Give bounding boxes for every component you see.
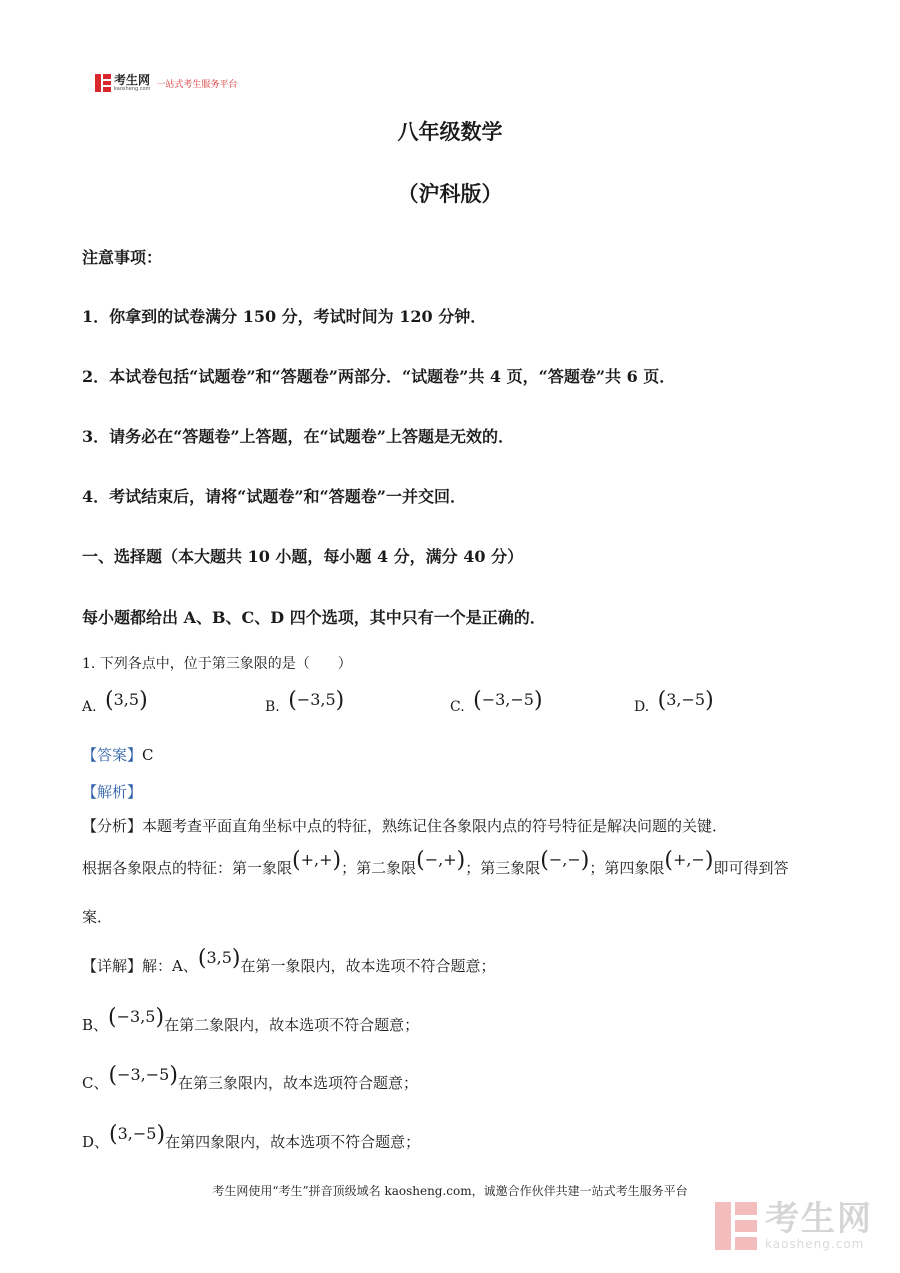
option-label: B. <box>265 699 280 715</box>
analysis-tag: 【解析】 <box>82 783 143 801</box>
option-label: D. <box>634 699 650 715</box>
section-instruction: 每小题都给出 A、B、C、D 四个选项，其中只有一个是正确的． <box>82 608 546 627</box>
option-label: A. <box>82 699 97 715</box>
quadrant-sign: −,+ <box>424 850 457 869</box>
notes-heading: 注意事项： <box>82 248 163 267</box>
logo-slogan: 一站式考生服务平台 <box>156 79 238 90</box>
answer-value: C <box>142 746 154 764</box>
detail-text: 在第四象限内，故本选项不符合题意； <box>165 1133 421 1151</box>
detail-point: 3,5 <box>206 948 232 967</box>
detail-point: −3,−5 <box>117 1065 170 1084</box>
logo-name: 考生网 <box>114 73 151 87</box>
option-value: −3,−5 <box>481 690 534 709</box>
detail-line: C、(−3,−5)在第三象限内，故本选项符合题意； <box>82 1063 418 1092</box>
detail-text: 在第三象限内，故本选项符合题意； <box>177 1074 418 1092</box>
watermark <box>715 1199 873 1251</box>
watermark-name: 考生网 <box>765 1199 873 1239</box>
note-item: 4．考试结束后，请将“试题卷”和“答题卷”一并交回． <box>82 487 466 506</box>
detail-text: 在第一象限内，故本选项不符合题意； <box>240 957 496 975</box>
section-heading: 一、选择题（本大题共 10 小题，每小题 4 分，满分 40 分） <box>82 547 524 566</box>
detail-prefix: D、 <box>82 1133 110 1151</box>
detail-text: 在第二象限内，故本选项不符合题意； <box>164 1016 420 1034</box>
analysis-text: 根据各象限点的特征：第一象限 <box>82 859 293 877</box>
quadrant-sign: −,− <box>548 850 581 869</box>
quadrant-sign: +,− <box>672 850 705 869</box>
page-footer: 考生网使用“考生”拼音顶级域名 kaosheng.com，诚邀合作伙伴共建一站式考生服务平台 <box>212 1184 688 1198</box>
detail-prefix: B、 <box>82 1016 109 1034</box>
analysis-text: ；第四象限 <box>589 859 665 877</box>
note-item: 2．本试卷包括“试题卷”和“答题卷”两部分．“试题卷”共 4 页，“答题卷”共 6 页． <box>82 367 676 386</box>
detail-point: −3,5 <box>116 1007 156 1026</box>
logo-mark-icon <box>95 74 111 92</box>
analysis-text: 即可得到答 <box>713 859 789 877</box>
page-title: 八年级数学 <box>397 119 503 144</box>
detail-line: 【详解】解：A、(3,5)在第一象限内，故本选项不符合题意； <box>82 946 496 975</box>
logo-domain: kaosheng.com <box>114 86 151 92</box>
analysis-quadrants: 根据各象限点的特征：第一象限(+,+)；第二象限(−,+)；第三象限(−,−)；第四象限(+,−)即可得到答 <box>82 848 789 877</box>
brand-logo <box>95 72 237 94</box>
page-subtitle: （沪科版） <box>397 181 503 206</box>
detail-line: D、(3,−5)在第四象限内，故本选项不符合题意； <box>82 1122 421 1151</box>
watermark-domain: kaosheng.com <box>765 1237 865 1251</box>
option-label: C. <box>450 699 465 715</box>
note-item: 1．你拿到的试卷满分 150 分，考试时间为 120 分钟． <box>82 307 487 326</box>
detail-prefix: C、 <box>82 1074 109 1092</box>
option-value: 3,5 <box>113 690 140 709</box>
option-value: −3,5 <box>296 690 336 709</box>
analysis-text: ；第三象限 <box>465 859 541 877</box>
note-item: 3．请务必在“答题卷”上答题，在“试题卷”上答题是无效的． <box>82 427 514 446</box>
analysis-text: ；第二象限 <box>341 859 417 877</box>
detail-prefix: 【详解】解：A、 <box>82 957 198 975</box>
analysis-text: 【分析】本题考查平面直角坐标中点的特征，熟练记住各象限内点的符号特征是解决问题的关键． <box>82 817 728 835</box>
option-value: 3,−5 <box>666 690 706 709</box>
option-b: B. (−3,5) <box>265 688 345 715</box>
detail-line: B、(−3,5)在第二象限内，故本选项不符合题意； <box>82 1005 420 1034</box>
detail-point: 3,−5 <box>117 1124 157 1143</box>
answer-tag: 【答案】 <box>82 746 143 764</box>
option-a: A. (3,5) <box>82 688 148 715</box>
option-c: C. (−3,−5) <box>450 688 543 715</box>
answer-line <box>82 744 154 765</box>
option-d: D. (3,−5) <box>634 688 714 715</box>
question-stem: 1. 下列各点中，位于第三象限的是（ ） <box>82 656 352 672</box>
watermark-logo-icon <box>715 1202 757 1250</box>
quadrant-sign: +,+ <box>300 850 333 869</box>
analysis-text: 案． <box>82 908 113 926</box>
